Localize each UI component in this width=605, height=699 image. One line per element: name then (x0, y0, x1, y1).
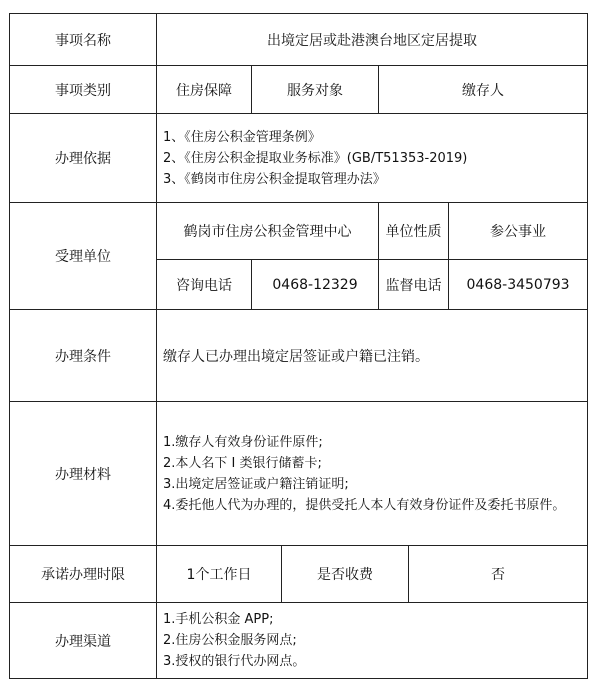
time-limit-value: 1个工作日 (157, 546, 282, 603)
row-basis (10, 114, 588, 203)
row-unit (10, 203, 588, 260)
item-type-value: 住房保障 (157, 66, 252, 114)
service-spec-table (9, 13, 588, 679)
fee-value: 否 (409, 546, 588, 603)
channel-item: 2.住房公积金服务网点; (163, 633, 297, 648)
unit-name: 鹤岗市住房公积金管理中心 (157, 203, 379, 260)
service-target-label: 服务对象 (252, 66, 379, 114)
unit-nature-value: 参公事业 (449, 203, 588, 260)
consult-phone-value: 0468-12329 (252, 260, 379, 310)
row-item-name (10, 14, 588, 66)
row-time-limit (10, 546, 588, 603)
material-item: 1.缴存人有效身份证件原件; (163, 434, 323, 450)
basis-label: 办理依据 (10, 114, 157, 203)
time-limit-label: 承诺办理时限 (10, 546, 157, 603)
materials-list (157, 402, 588, 546)
row-materials (10, 402, 588, 546)
supervise-phone-label: 监督电话 (379, 260, 449, 310)
channels-label: 办理渠道 (10, 603, 157, 679)
channel-item: 3.授权的银行代办网点。 (163, 654, 306, 669)
supervise-phone-value: 0468-3450793 (449, 260, 588, 310)
material-item: 3.出境定居签证或户籍注销证明; (163, 476, 349, 492)
basis-item: 3、《鹤岗市住房公积金提取管理办法》 (163, 171, 386, 187)
material-item: 4.委托他人代为办理的，提供受托人本人有效身份证件及委托书原件。 (163, 497, 566, 513)
consult-phone-label: 咨询电话 (157, 260, 252, 310)
row-channels (10, 603, 588, 679)
item-name-label: 事项名称 (10, 14, 157, 66)
row-item-type (10, 66, 588, 114)
fee-label: 是否收费 (282, 546, 409, 603)
row-conditions (10, 310, 588, 402)
channel-item: 1.手机公积金 APP; (163, 612, 274, 627)
item-type-label: 事项类别 (10, 66, 157, 114)
channels-list (157, 603, 588, 679)
material-item: 2.本人名下 I 类银行储蓄卡; (163, 455, 322, 471)
conditions-value: 缴存人已办理出境定居签证或户籍已注销。 (157, 310, 588, 402)
unit-nature-label: 单位性质 (379, 203, 449, 260)
conditions-label: 办理条件 (10, 310, 157, 402)
basis-item: 2、《住房公积金提取业务标准》(GB/T51353-2019) (163, 150, 468, 166)
unit-label: 受理单位 (10, 203, 157, 310)
service-target-value: 缴存人 (379, 66, 588, 114)
item-name-value: 出境定居或赴港澳台地区定居提取 (157, 14, 588, 66)
basis-list (157, 114, 588, 203)
basis-item: 1、《住房公积金管理条例》 (163, 129, 321, 145)
materials-label: 办理材料 (10, 402, 157, 546)
